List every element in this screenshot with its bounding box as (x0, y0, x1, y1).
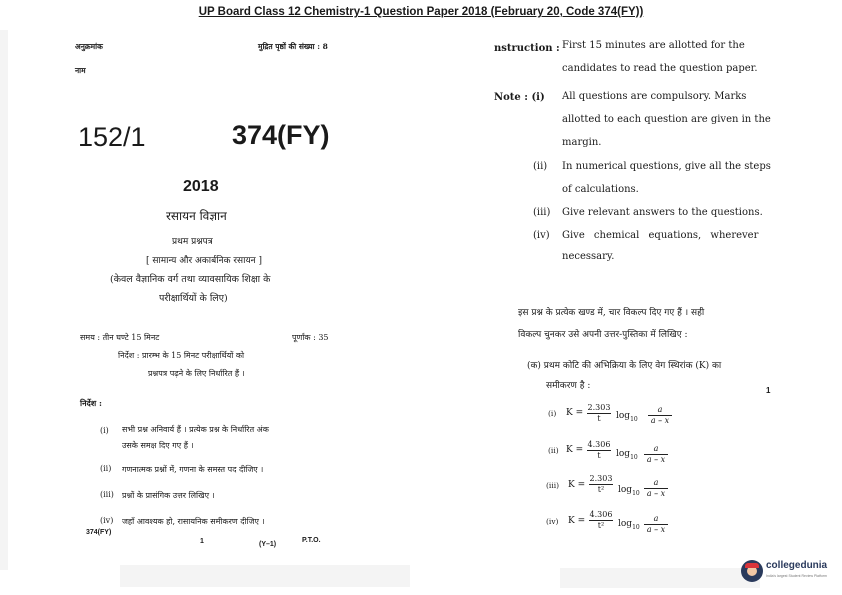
note-label: Note : (i) (494, 92, 545, 103)
denominator: a – x (644, 488, 668, 499)
rate-constant-symbol: K = (566, 445, 584, 455)
log-function: $\log_{10}$ (618, 519, 640, 531)
question-1-text: (क) प्रथम कोटि की अभिक्रिया के लिए वेग स्थिरांक (K) का (527, 361, 722, 371)
scan-shadow (120, 565, 410, 587)
note-text: allotted to each question are given in the (562, 114, 771, 125)
instruction-text: candidates to read the question paper. (562, 63, 758, 74)
paper-subtitle: [ सामान्य और अकार्बनिक रसायन ] (146, 256, 263, 266)
fraction (644, 478, 668, 499)
option-number: (iii) (546, 481, 560, 490)
numerator: a (653, 444, 659, 453)
logo-mascot-icon (741, 560, 763, 582)
option-number: (iv) (546, 517, 559, 526)
instruction-number: (iii) (100, 490, 114, 499)
page-edge-shade (0, 30, 8, 570)
max-marks: पूर्णांक : 35 (292, 333, 329, 342)
printed-pages-count: मुद्रित पृष्ठों की संख्या : 8 (258, 42, 328, 51)
logo-text: collegedunia (766, 560, 828, 571)
note-text: margin. (562, 137, 602, 148)
option-number: (i) (548, 409, 557, 418)
paper-code: 374(FY) (232, 120, 330, 150)
denominator: t (587, 450, 611, 461)
fraction (587, 440, 611, 461)
document-title: UP Board Class 12 Chemistry-1 Question Paper 2018 (February 20, Code 374(FY)) (198, 6, 644, 18)
note-text: Give chemical equations, wherever (562, 230, 759, 241)
fraction (644, 444, 668, 465)
scan-shadow (560, 568, 760, 588)
paper-number: 152/1 (78, 122, 146, 152)
instruction-label: nstruction : (494, 43, 560, 54)
denominator: a – x (644, 454, 668, 465)
note-number: (ii) (533, 161, 548, 172)
rate-constant-symbol: K = (568, 516, 586, 526)
denominator: t (587, 413, 611, 424)
denominator: a – x (644, 524, 668, 535)
numerator: 4.306 (589, 510, 613, 519)
rate-constant-symbol: K = (568, 480, 586, 490)
denominator: t² (589, 484, 613, 495)
note-text: of calculations. (562, 184, 639, 195)
instruction-number: (i) (100, 426, 109, 435)
instruction-text: सभी प्रश्न अनिवार्य हैं । प्रत्येक प्रश्न के निर्धारित अंक (122, 425, 269, 434)
log-function: $\log_{10}$ (616, 449, 638, 461)
instruction-text: उसके समक्ष दिए गए हैं । (122, 441, 194, 450)
note-text: All questions are compulsory. Marks (562, 91, 747, 102)
note-text: In numerical questions, give all the steps (562, 161, 771, 172)
marks-margin: 1 (766, 386, 771, 395)
numerator: 2.303 (587, 403, 611, 412)
footer-pto: P.T.O. (302, 537, 321, 544)
fraction (589, 510, 613, 531)
numerator: 2.303 (589, 474, 613, 483)
eligibility-line-1: (केवल वैज्ञानिक वर्ग तथा व्यावसायिक शिक्षा के (110, 274, 271, 285)
footer-set: (Y–1) (259, 541, 277, 548)
instruction-text: प्रश्नों के प्रासंगिक उत्तर लिखिए । (122, 491, 215, 500)
log-function: $\log_{10}$ (616, 411, 638, 423)
denominator: a – x (648, 415, 672, 426)
fraction (648, 405, 672, 426)
question-intro-1: इस प्रश्न के प्रत्येक खण्ड में, चार विकल्प दिए गए हैं । सही (518, 308, 705, 318)
numerator: a (653, 478, 659, 487)
reading-time-note-2: प्रश्नपत्र पढ़ने के लिए निर्धारित हैं । (148, 369, 245, 378)
instruction-text: गणनात्मक प्रश्नों में, गणना के समस्त पद दीजिए । (122, 465, 264, 474)
footer-page-number: 1 (200, 538, 204, 545)
note-text: necessary. (562, 251, 615, 262)
subject-title: रसायन विज्ञान (166, 209, 227, 223)
fraction (589, 474, 613, 495)
note-number: (iii) (533, 207, 551, 218)
log-function: $\log_{10}$ (618, 485, 640, 497)
logo-tagline: India's largest Student Review Platform (766, 574, 827, 578)
fraction (587, 403, 611, 424)
option-number: (ii) (548, 446, 559, 455)
paper-name: प्रथम प्रश्नपत्र (172, 237, 213, 247)
reading-time-note-1: निर्देश : प्रारम्भ के 15 मिनट परीक्षार्थियों को (118, 351, 245, 360)
footer-code: 374(FY) (86, 529, 112, 536)
denominator: t² (589, 520, 613, 531)
exam-time: समय : तीन घण्टे 15 मिनट (80, 333, 160, 342)
collegedunia-logo[interactable] (741, 556, 839, 586)
numerator: a (653, 514, 659, 523)
name-label: नाम (75, 66, 86, 75)
note-text: Give relevant answers to the questions. (562, 207, 763, 218)
instruction-text: First 15 minutes are allotted for the (562, 40, 745, 51)
question-1-text: समीकरण है : (546, 381, 591, 391)
question-intro-2: विकल्प चुनकर उसे अपनी उत्तर-पुस्तिका में लिखिए : (518, 330, 688, 340)
instruction-number: (iv) (100, 516, 114, 525)
numerator: 4.306 (587, 440, 611, 449)
instruction-text: जहाँ आवश्यक हो, रासायनिक समीकरण दीजिए । (122, 517, 265, 526)
instructions-heading: निर्देश : (80, 398, 102, 408)
roll-number-label: अनुक्रमांक (75, 42, 103, 51)
eligibility-line-2: परीक्षार्थियों के लिए) (159, 293, 228, 304)
note-number: (iv) (533, 230, 550, 241)
rate-constant-symbol: K = (566, 408, 584, 418)
fraction (644, 514, 668, 535)
instruction-number: (ii) (100, 464, 112, 473)
numerator: a (657, 405, 663, 414)
exam-year: 2018 (183, 178, 219, 195)
